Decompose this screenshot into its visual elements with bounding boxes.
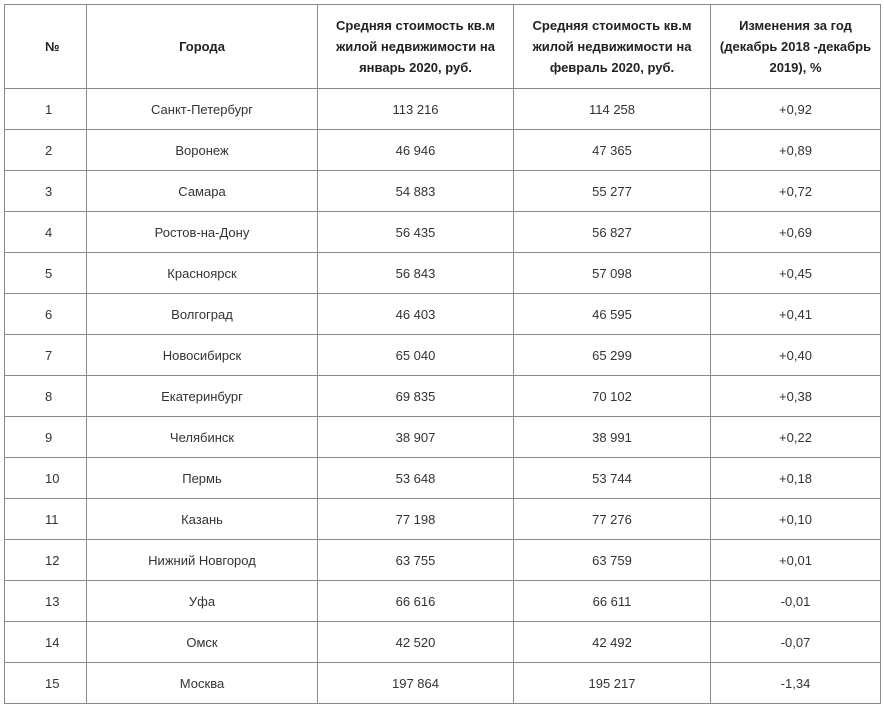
table-row: [5, 89, 881, 130]
annual-change: +0,41: [711, 294, 881, 335]
price-february: 55 277: [514, 171, 711, 212]
price-february: 42 492: [514, 622, 711, 663]
price-february: 38 991: [514, 417, 711, 458]
row-number: 7: [5, 335, 87, 376]
price-february: 46 595: [514, 294, 711, 335]
table-row: [5, 376, 881, 417]
row-number: 4: [5, 212, 87, 253]
price-january: 65 040: [318, 335, 514, 376]
price-february: 77 276: [514, 499, 711, 540]
table-row: [5, 294, 881, 335]
price-january: 46 946: [318, 130, 514, 171]
row-number: 2: [5, 130, 87, 171]
header-annual-change: Изменения за год (декабрь 2018 -декабрь 2019), %: [711, 5, 881, 89]
annual-change: +0,01: [711, 540, 881, 581]
price-january: 56 843: [318, 253, 514, 294]
row-number: 10: [5, 458, 87, 499]
city-name: Волгоград: [87, 294, 318, 335]
row-number: 12: [5, 540, 87, 581]
table-row: [5, 335, 881, 376]
city-name: Омск: [87, 622, 318, 663]
table-row: [5, 171, 881, 212]
annual-change: +0,10: [711, 499, 881, 540]
city-name: Казань: [87, 499, 318, 540]
row-number: 9: [5, 417, 87, 458]
city-name: Санкт-Петербург: [87, 89, 318, 130]
price-february: 53 744: [514, 458, 711, 499]
city-name: Пермь: [87, 458, 318, 499]
price-january: 197 864: [318, 663, 514, 704]
price-february: 114 258: [514, 89, 711, 130]
row-number: 5: [5, 253, 87, 294]
city-name: Самара: [87, 171, 318, 212]
price-february: 65 299: [514, 335, 711, 376]
price-february: 66 611: [514, 581, 711, 622]
table-row: [5, 253, 881, 294]
price-january: 38 907: [318, 417, 514, 458]
price-january: 42 520: [318, 622, 514, 663]
row-number: 3: [5, 171, 87, 212]
price-february: 195 217: [514, 663, 711, 704]
annual-change: +0,38: [711, 376, 881, 417]
table-row: [5, 622, 881, 663]
city-name: Красноярск: [87, 253, 318, 294]
table-row: [5, 663, 881, 704]
price-february: 63 759: [514, 540, 711, 581]
city-name: Уфа: [87, 581, 318, 622]
table-row: [5, 458, 881, 499]
header-number: №: [5, 5, 87, 89]
price-january: 66 616: [318, 581, 514, 622]
table-row: [5, 499, 881, 540]
city-name: Ростов-на-Дону: [87, 212, 318, 253]
city-name: Новосибирск: [87, 335, 318, 376]
price-january: 54 883: [318, 171, 514, 212]
price-january: 53 648: [318, 458, 514, 499]
annual-change: +0,92: [711, 89, 881, 130]
annual-change: +0,22: [711, 417, 881, 458]
annual-change: +0,40: [711, 335, 881, 376]
price-february: 56 827: [514, 212, 711, 253]
price-february: 47 365: [514, 130, 711, 171]
row-number: 15: [5, 663, 87, 704]
row-number: 6: [5, 294, 87, 335]
row-number: 14: [5, 622, 87, 663]
price-january: 69 835: [318, 376, 514, 417]
header-city: Города: [87, 5, 318, 89]
table-row: [5, 417, 881, 458]
price-january: 113 216: [318, 89, 514, 130]
table-row: [5, 212, 881, 253]
annual-change: +0,89: [711, 130, 881, 171]
price-table: [4, 4, 881, 704]
annual-change: +0,45: [711, 253, 881, 294]
city-name: Москва: [87, 663, 318, 704]
annual-change: -1,34: [711, 663, 881, 704]
row-number: 11: [5, 499, 87, 540]
table-body: [5, 89, 881, 704]
table-row: [5, 581, 881, 622]
header-price-january: Средняя стоимость кв.м жилой недвижимости на январь 2020, руб.: [318, 5, 514, 89]
city-name: Челябинск: [87, 417, 318, 458]
city-name: Екатеринбург: [87, 376, 318, 417]
table-row: [5, 540, 881, 581]
annual-change: +0,18: [711, 458, 881, 499]
table-row: [5, 130, 881, 171]
price-february: 70 102: [514, 376, 711, 417]
city-name: Воронеж: [87, 130, 318, 171]
annual-change: -0,07: [711, 622, 881, 663]
annual-change: -0,01: [711, 581, 881, 622]
annual-change: +0,69: [711, 212, 881, 253]
row-number: 8: [5, 376, 87, 417]
header-row: [5, 5, 881, 89]
price-february: 57 098: [514, 253, 711, 294]
price-january: 77 198: [318, 499, 514, 540]
annual-change: +0,72: [711, 171, 881, 212]
header-price-february: Средняя стоимость кв.м жилой недвижимости на февраль 2020, руб.: [514, 5, 711, 89]
row-number: 13: [5, 581, 87, 622]
price-january: 56 435: [318, 212, 514, 253]
price-january: 63 755: [318, 540, 514, 581]
city-name: Нижний Новгород: [87, 540, 318, 581]
row-number: 1: [5, 89, 87, 130]
price-january: 46 403: [318, 294, 514, 335]
